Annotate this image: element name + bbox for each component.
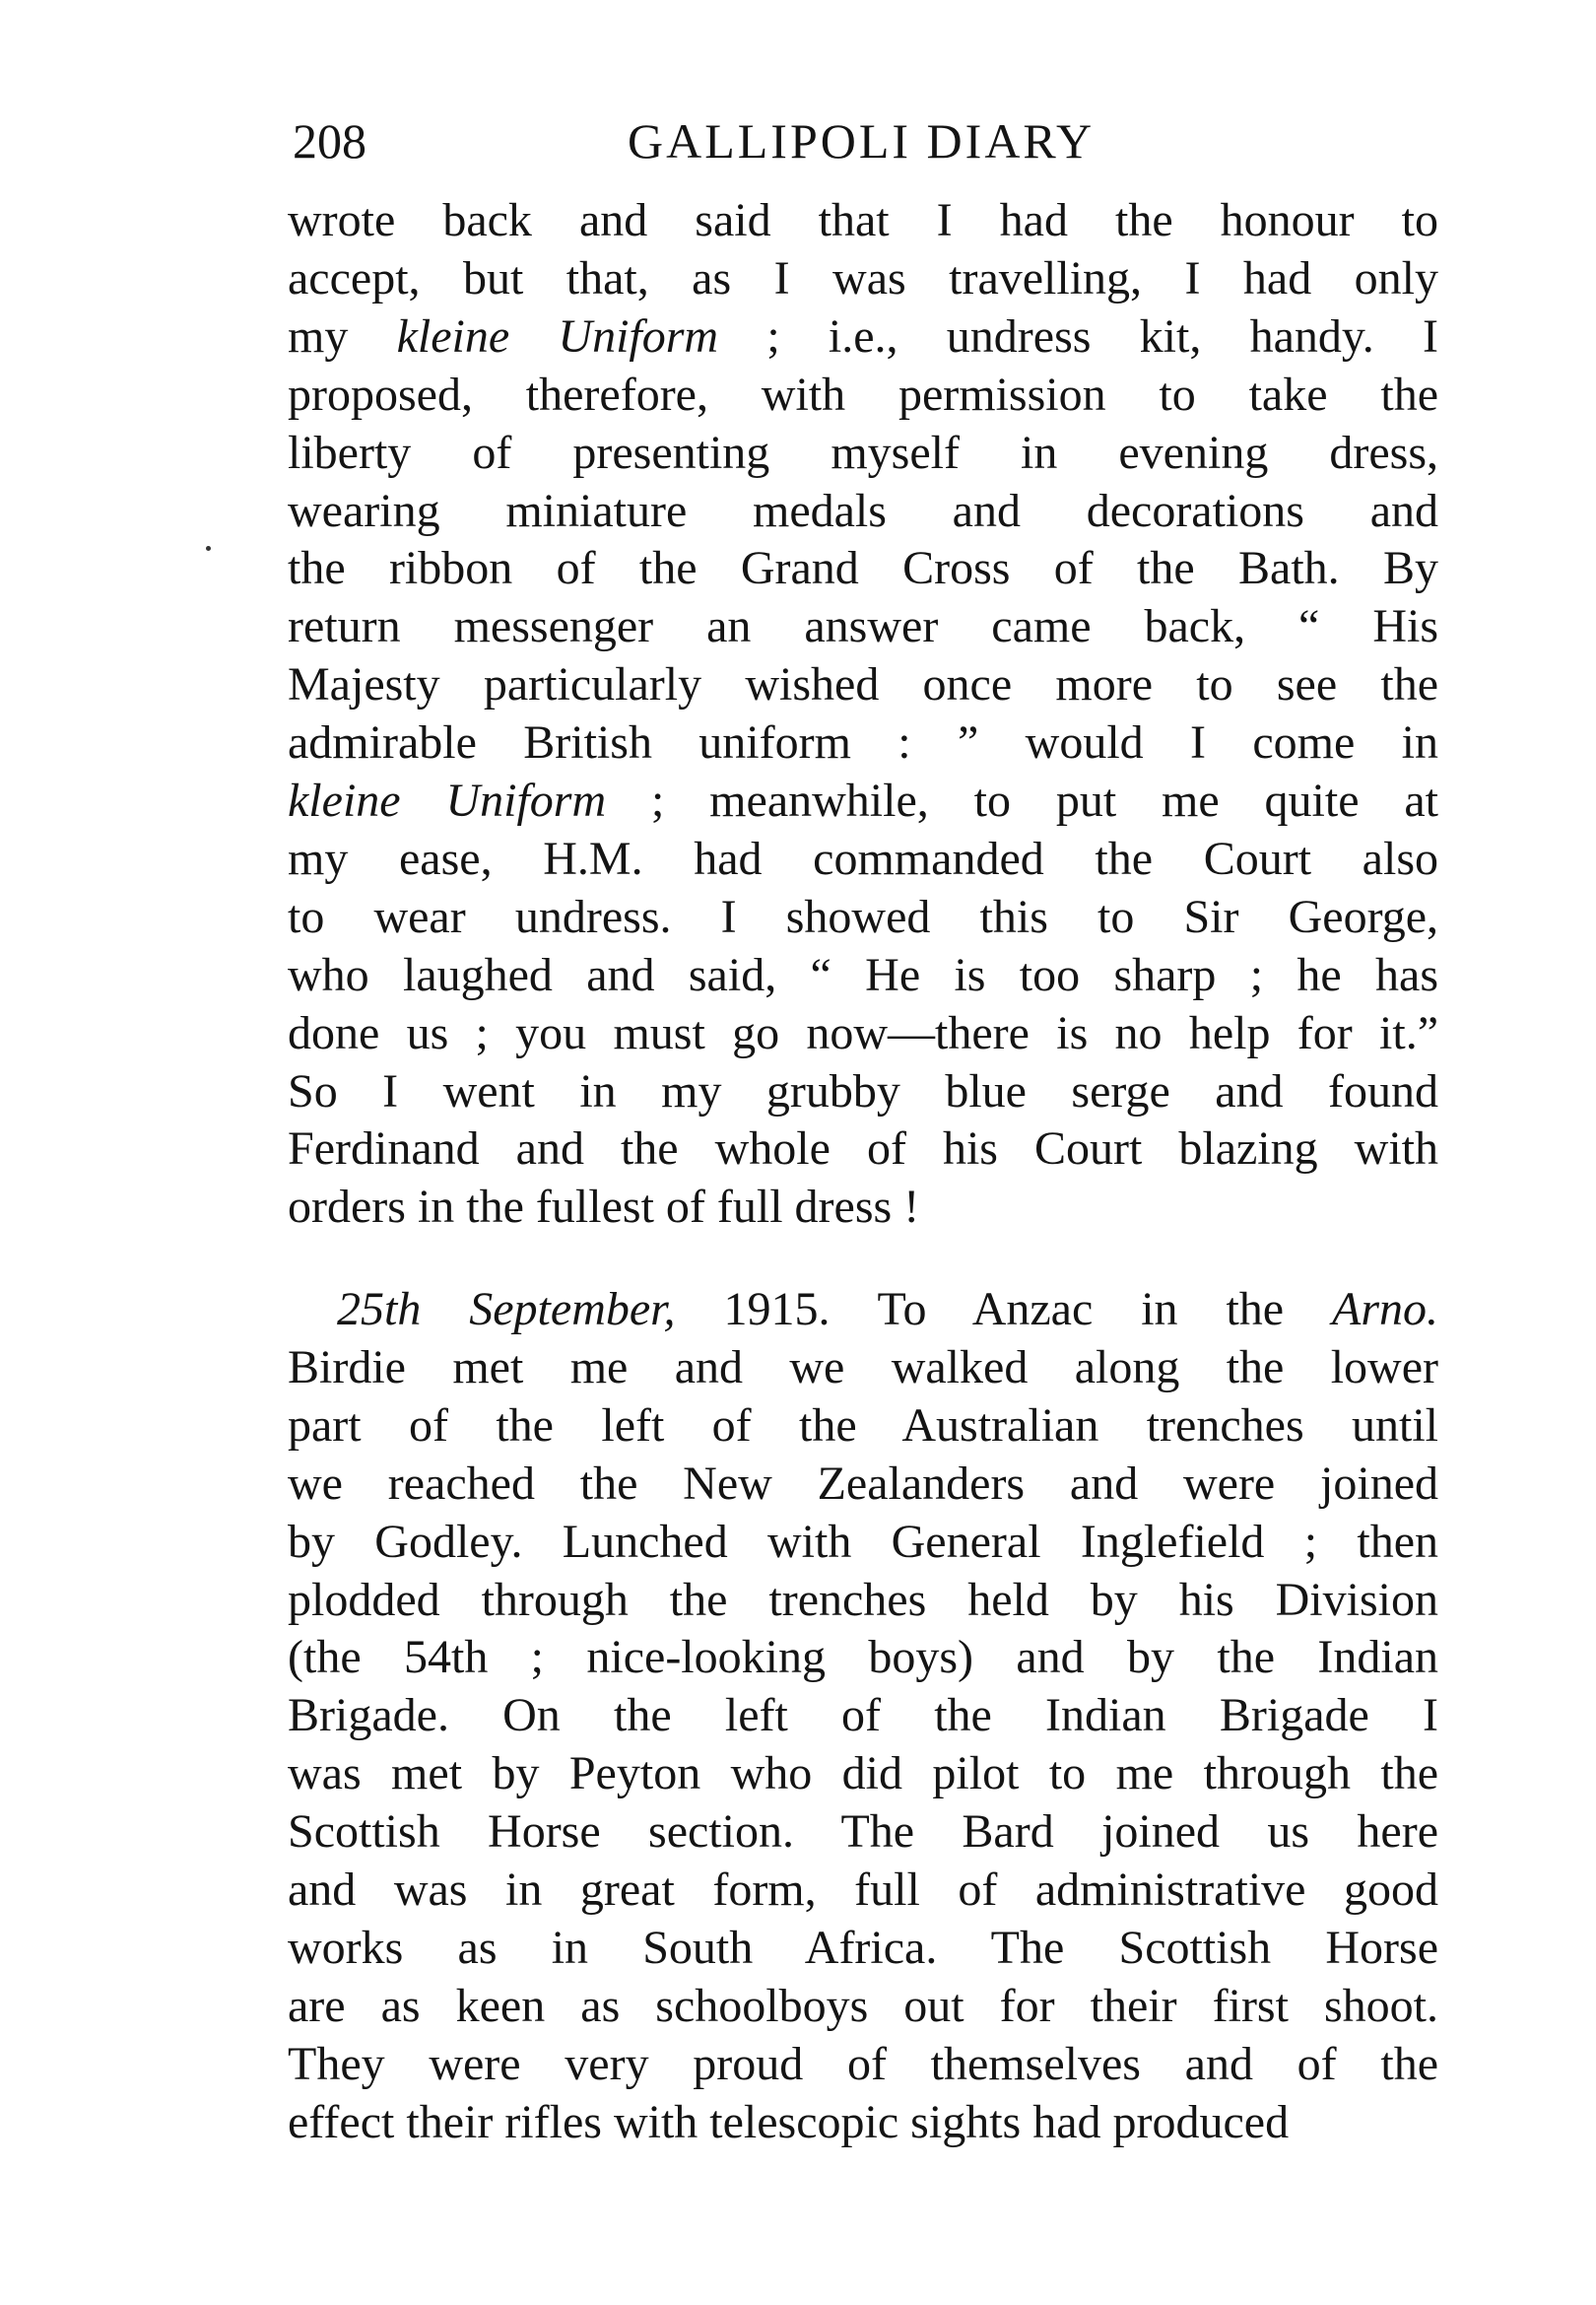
margin-speck xyxy=(206,546,211,551)
text-line xyxy=(288,307,1438,367)
text-line xyxy=(288,1977,1438,2036)
text-run: wearing miniature medals and decorations and xyxy=(288,484,1438,537)
page-number: 208 xyxy=(293,113,366,169)
text-line xyxy=(288,1919,1438,1978)
italic-text: 25th September, xyxy=(337,1283,676,1335)
text-run: part of the left of the Australian trenches until xyxy=(288,1398,1438,1452)
text-run: was met by Peyton who did pilot to me through the xyxy=(288,1747,1438,1800)
text-line xyxy=(288,1861,1438,1920)
text-run: Brigade. On the left of the Indian Brigade I xyxy=(288,1689,1438,1742)
text-run: Majesty particularly wished once more to see the xyxy=(288,658,1438,712)
text-run: Ferdinand and the whole of his Court blazing with xyxy=(288,1122,1438,1176)
text-run: proposed, therefore, with permission to take the xyxy=(288,368,1438,421)
text-run: (the 54th ; nice-looking boys) and by the Indian xyxy=(288,1631,1438,1684)
text-line xyxy=(288,424,1438,483)
text-line xyxy=(288,249,1438,308)
text-run: and was in great form, full of administrative good xyxy=(288,1864,1438,1916)
italic-text: kleine Uniform xyxy=(396,309,719,363)
text-line xyxy=(288,482,1438,541)
text-run: we reached the New Zealanders and were joined xyxy=(288,1457,1438,1510)
text-run: So I went in my grubby blue serge and found xyxy=(288,1064,1438,1118)
text-line xyxy=(288,1396,1438,1456)
text-line xyxy=(288,1178,1438,1237)
text-line xyxy=(288,1513,1438,1572)
text-line xyxy=(288,1571,1438,1630)
text-run: to wear undress. I showed this to Sir George, xyxy=(288,890,1438,943)
text-run: wrote back and said that I had the honour to xyxy=(288,194,1438,246)
text-line xyxy=(288,539,1438,598)
text-line xyxy=(288,655,1438,714)
running-title: GALLIPOLI DIARY xyxy=(628,113,1096,169)
text-run: works as in South Africa. The Scottish Horse xyxy=(288,1921,1438,1974)
text-line xyxy=(288,946,1438,1005)
text-line xyxy=(288,1628,1438,1687)
text-run: my xyxy=(288,309,397,363)
text-line xyxy=(288,1338,1438,1397)
text-line xyxy=(288,597,1438,656)
text-run: admirable British uniform : ” would I come in xyxy=(288,716,1438,770)
text-line xyxy=(288,1004,1438,1063)
text-line xyxy=(288,1686,1438,1745)
text-line xyxy=(288,772,1438,831)
text-run: 1915. To Anzac in the xyxy=(675,1283,1333,1335)
italic-text: kleine Uniform xyxy=(288,775,607,827)
text-run: by Godley. Lunched with General Inglefield ; then xyxy=(288,1515,1438,1568)
text-run: They were very proud of themselves and of the xyxy=(288,2037,1438,2090)
text-run: plodded through the trenches held by his Division xyxy=(288,1573,1438,1626)
text-line xyxy=(288,830,1438,889)
text-line xyxy=(288,1455,1438,1514)
text-run: Scottish Horse section. The Bard joined us here xyxy=(288,1805,1438,1859)
text-line xyxy=(288,366,1438,425)
text-run: ; i.e., undress kit, handy. I xyxy=(718,309,1438,363)
text-line xyxy=(288,1119,1438,1179)
text-run: accept, but that, as I was travelling, I had only xyxy=(288,251,1438,305)
text-line xyxy=(288,1062,1438,1121)
text-run: are as keen as schoolboys out for their first shoot. xyxy=(288,1979,1438,2032)
text-run: Birdie met me and we walked along the lower xyxy=(288,1340,1438,1393)
italic-text: Arno. xyxy=(1332,1283,1438,1335)
text-run: my ease, H.M. had commanded the Court also xyxy=(288,832,1438,885)
text-line xyxy=(288,713,1438,773)
text-run: the ribbon of the Grand Cross of the Bath. By xyxy=(288,542,1438,595)
text-line xyxy=(288,2093,1438,2152)
text-run: effect their rifles with telescopic sights had produced xyxy=(288,2095,1290,2148)
text-run: done us ; you must go now—there is no help for it.” xyxy=(288,1006,1438,1059)
text-line xyxy=(288,888,1438,947)
text-line xyxy=(288,191,1438,250)
text-run: who laughed and said, “ He is too sharp ; he has xyxy=(288,948,1438,1001)
text-run: return messenger an answer came back, “ His xyxy=(288,600,1438,653)
running-head xyxy=(293,106,1435,175)
text-line xyxy=(288,1744,1438,1803)
text-line xyxy=(288,1802,1438,1862)
text-line xyxy=(288,2035,1438,2094)
text-run: liberty of presenting myself in evening dress, xyxy=(288,426,1438,479)
text-run: orders in the fullest of full dress ! xyxy=(288,1181,920,1234)
text-run: ; meanwhile, to put me quite at xyxy=(606,775,1438,827)
text-line xyxy=(337,1280,1438,1339)
